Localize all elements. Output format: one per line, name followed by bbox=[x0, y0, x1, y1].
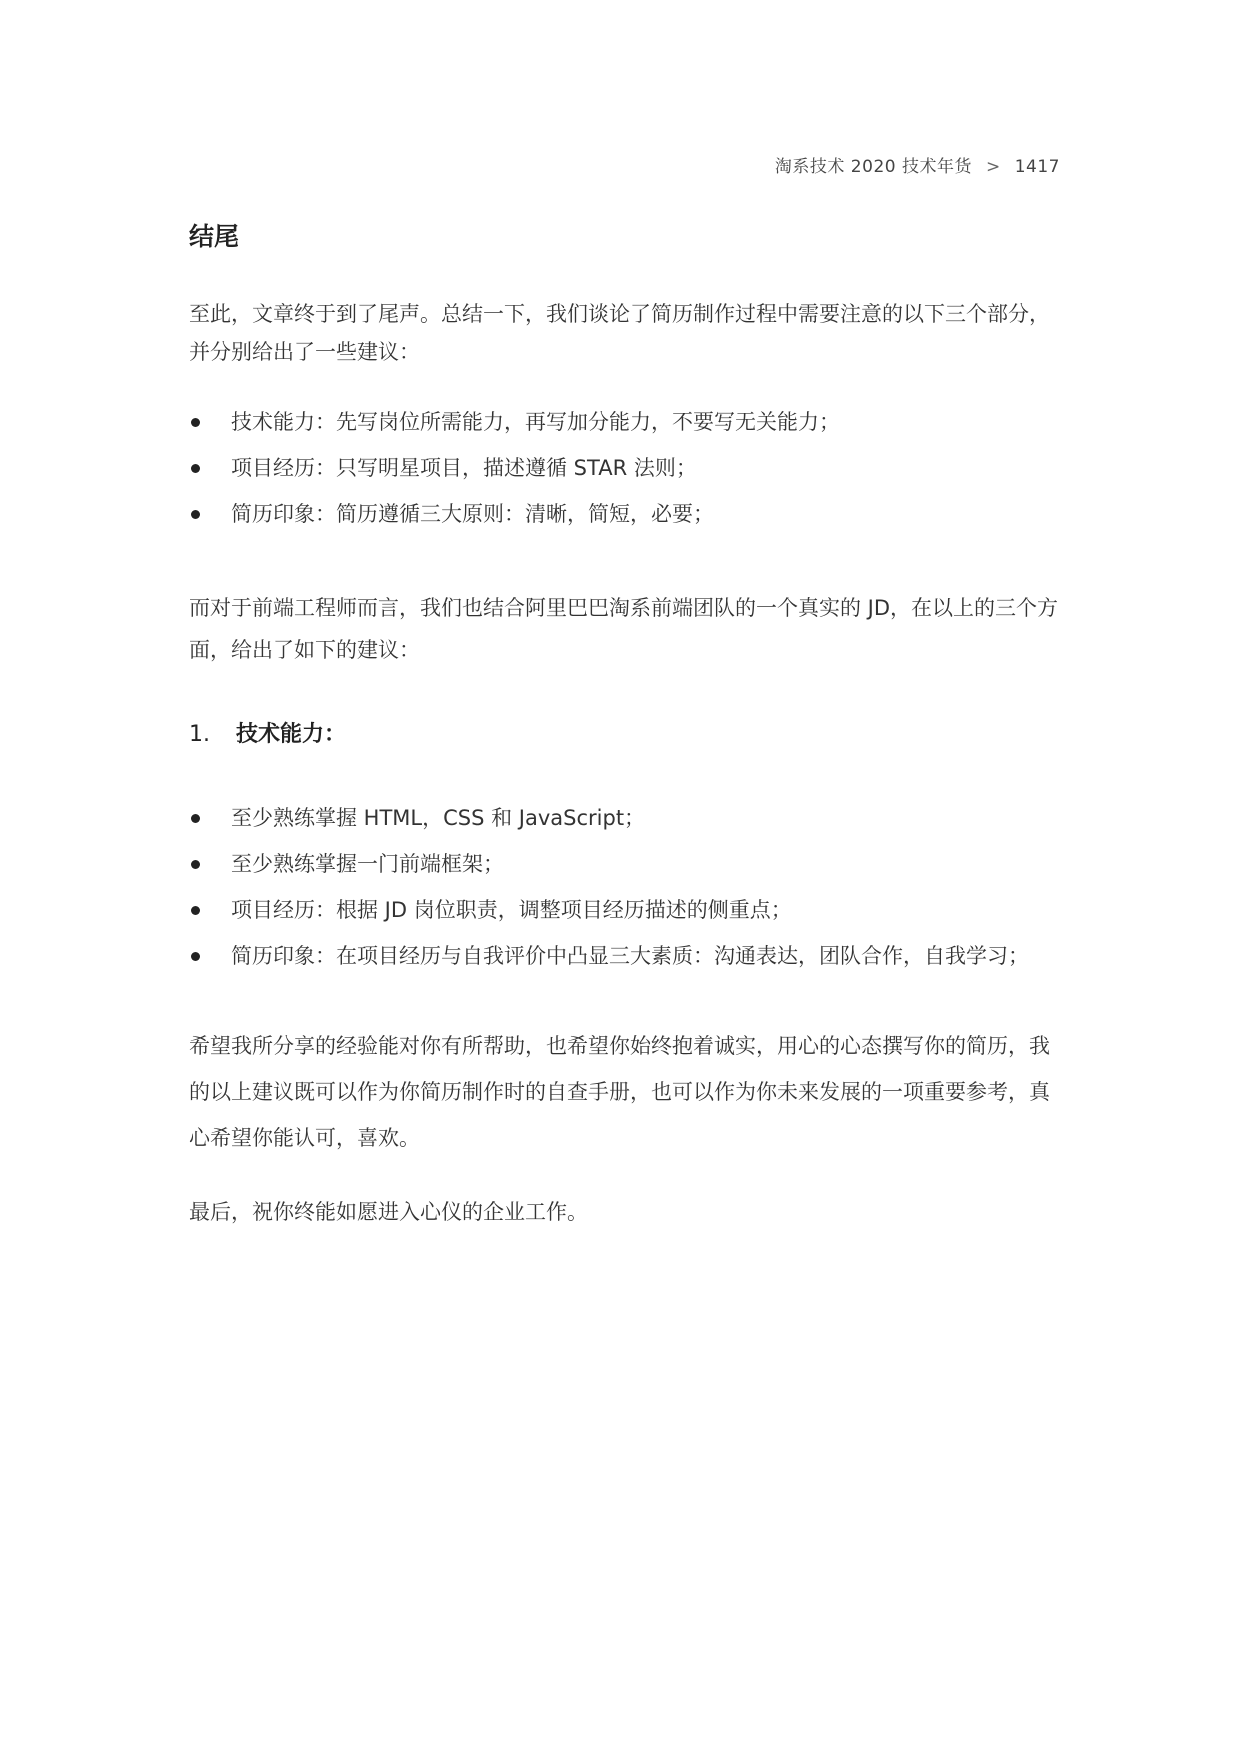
frontend-intro-paragraph: 而对于前端工程师而言，我们也结合阿里巴巴淘系前端团队的一个真实的 JD，在以上的三个方面，给出了如下的建议： bbox=[189, 596, 1059, 662]
list-item bbox=[189, 399, 1061, 445]
intro-paragraph: 至此，文章终于到了尾声。总结一下，我们谈论了简历制作过程中需要注意的以下三个部分，并分别给出了一些建议： bbox=[189, 302, 1050, 364]
bullet-dot bbox=[191, 906, 200, 915]
list-item-text: 简历印象：简历遵循三大原则：清晰，简短，必要； bbox=[231, 502, 714, 526]
list-item bbox=[189, 491, 1061, 537]
page-content bbox=[189, 215, 1061, 1231]
list-item bbox=[189, 841, 1061, 887]
final-line: 最后，祝你终能如愿进入心仪的企业工作。 bbox=[189, 1200, 588, 1224]
header-separator: > bbox=[985, 157, 1001, 177]
bullet-dot bbox=[191, 952, 200, 961]
list-item-text: 项目经历：根据 JD 岗位职责，调整项目经历描述的侧重点； bbox=[231, 898, 792, 922]
list-item-text: 至少熟练掌握一门前端框架； bbox=[231, 852, 504, 876]
list-item bbox=[189, 445, 1061, 491]
list-item bbox=[189, 933, 1061, 979]
list-item bbox=[189, 887, 1061, 933]
list-item-text: 项目经历：只写明星项目，描述遵循 STAR 法则； bbox=[231, 456, 697, 480]
bullet-dot bbox=[191, 860, 200, 869]
list-item-text: 技术能力：先写岗位所需能力，再写加分能力，不要写无关能力； bbox=[231, 410, 840, 434]
heading-number: 1. bbox=[189, 722, 210, 747]
bullet-dot bbox=[191, 814, 200, 823]
closing-paragraph: 希望我所分享的经验能对你有所帮助，也希望你始终抱着诚实，用心的心态撰写你的简历，我的以上建议既可以作为你简历制作时的自查手册，也可以作为你未来发展的一项重要参考，真心希望你能认可，喜欢。 bbox=[189, 1034, 1050, 1150]
list-item-text: 至少熟练掌握 HTML，CSS 和 JavaScript； bbox=[231, 806, 646, 830]
list-item-text: 简历印象：在项目经历与自我评价中凸显三大素质：沟通表达，团队合作，自我学习； bbox=[231, 944, 1029, 968]
book-title: 淘系技术 2020 技术年货 bbox=[774, 157, 972, 177]
heading-label: 技术能力： bbox=[236, 722, 347, 747]
running-header bbox=[775, 152, 1060, 177]
page-number: 1417 bbox=[1014, 157, 1060, 177]
frontend-list bbox=[189, 795, 1061, 979]
numbered-heading bbox=[189, 715, 1061, 755]
list-item bbox=[189, 795, 1061, 841]
bullet-dot bbox=[191, 510, 200, 519]
section-title: 结尾 bbox=[189, 222, 240, 251]
bullet-dot bbox=[191, 418, 200, 427]
summary-list bbox=[189, 399, 1061, 537]
bullet-dot bbox=[191, 464, 200, 473]
